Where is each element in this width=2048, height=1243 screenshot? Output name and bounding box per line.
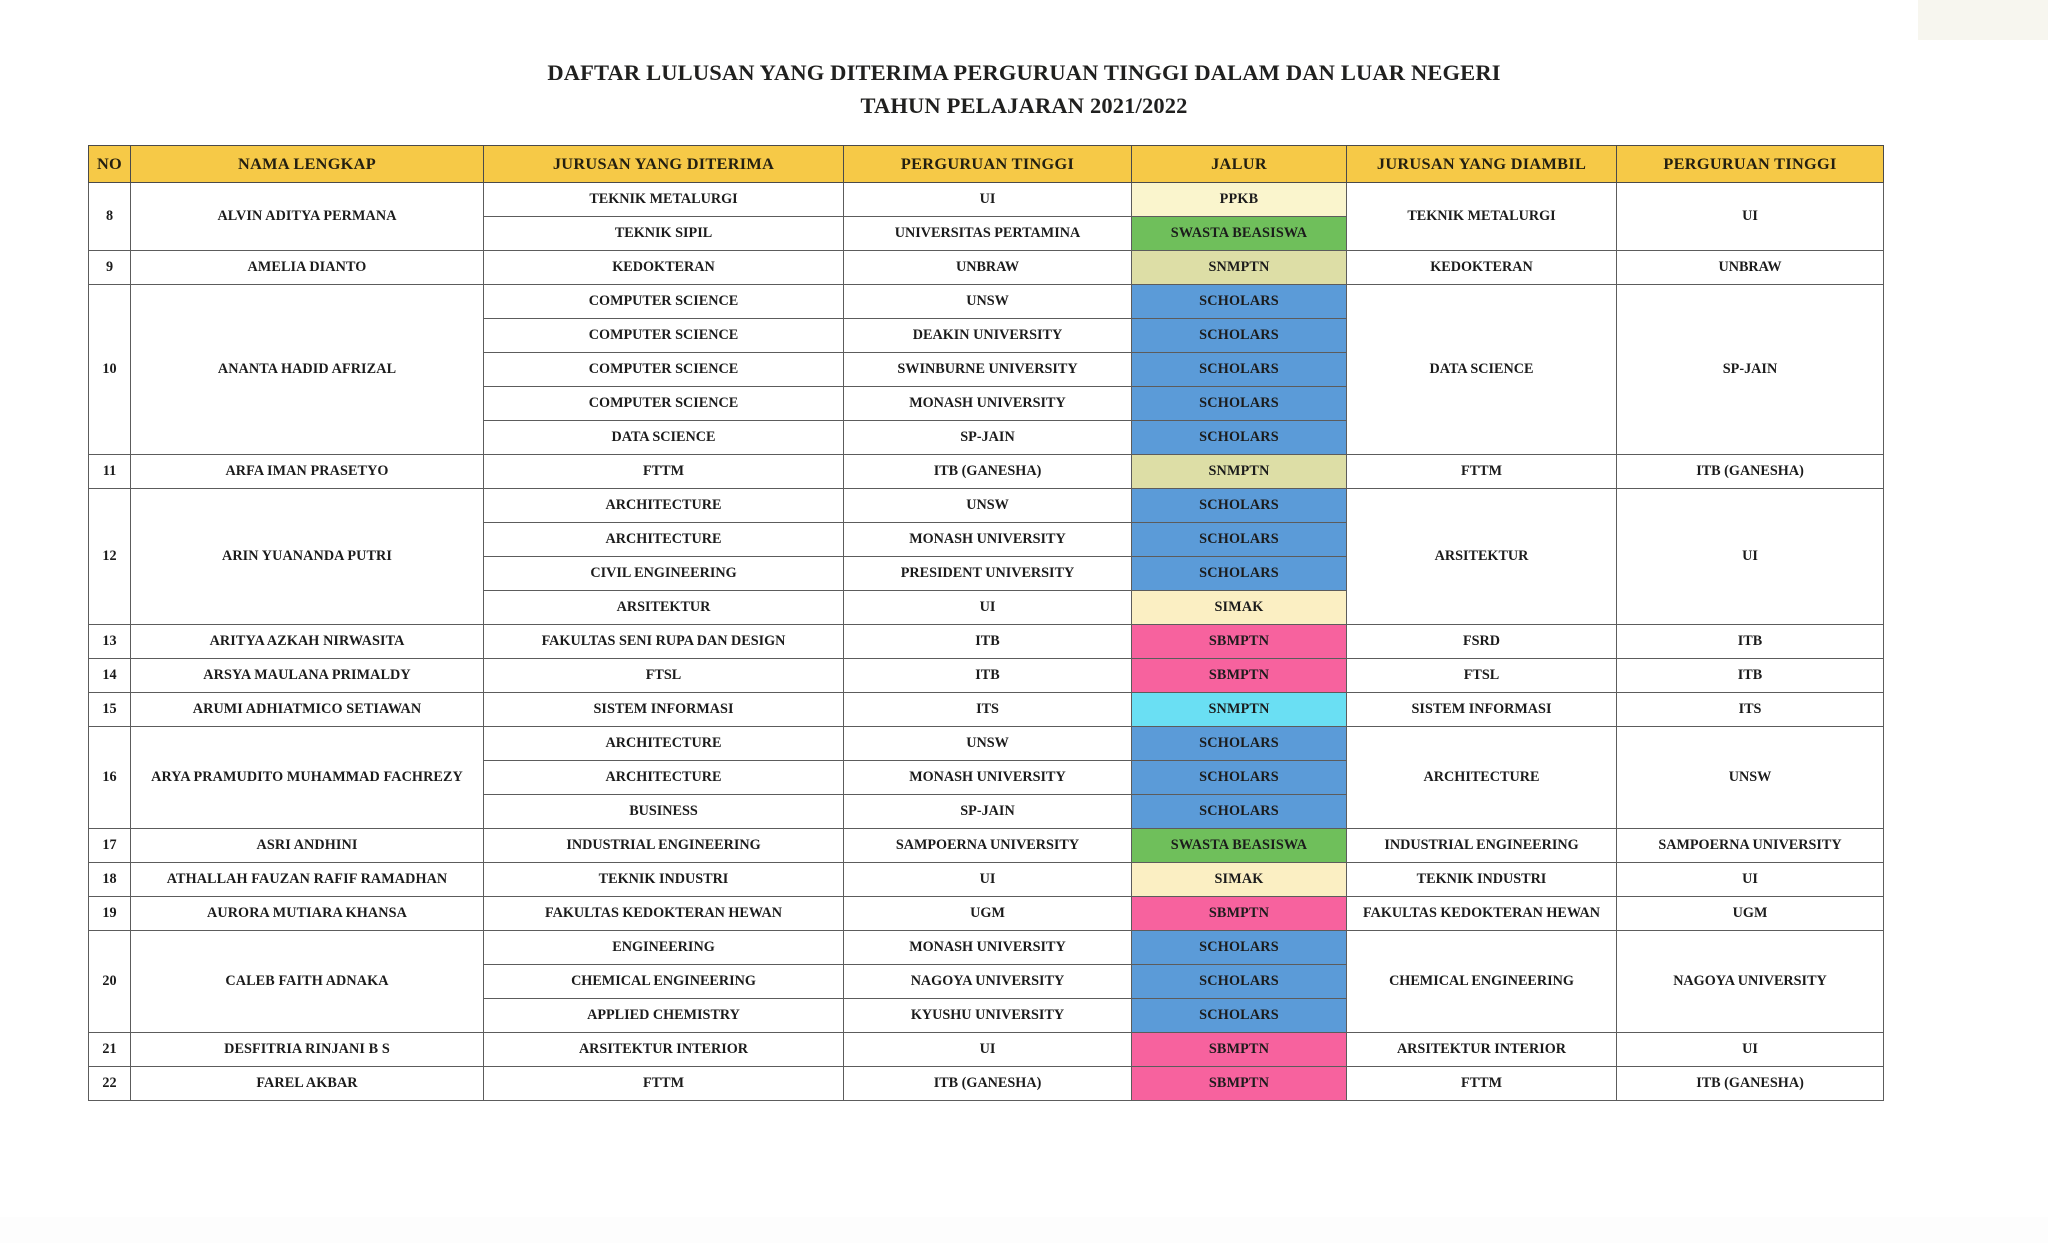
offer-major: COMPUTER SCIENCE	[484, 387, 844, 421]
offer-major: FAKULTAS SENI RUPA DAN DESIGN	[484, 625, 844, 659]
offer-university: UNSW	[844, 489, 1132, 523]
offer-major: CIVIL ENGINEERING	[484, 557, 844, 591]
offer-major: INDUSTRIAL ENGINEERING	[484, 829, 844, 863]
column-header-jurusan-diterima: JURUSAN YANG DITERIMA	[484, 146, 844, 183]
offer-university: SP-JAIN	[844, 795, 1132, 829]
admission-path-badge: SCHOLARS	[1132, 387, 1347, 421]
row-number: 21	[89, 1033, 131, 1067]
offer-major: COMPUTER SCIENCE	[484, 353, 844, 387]
chosen-university: UI	[1617, 183, 1884, 251]
student-name: ARIN YUANANDA PUTRI	[131, 489, 484, 625]
student-name: DESFITRIA RINJANI B S	[131, 1033, 484, 1067]
admission-path-badge: SCHOLARS	[1132, 795, 1347, 829]
admission-path-badge: PPKB	[1132, 183, 1347, 217]
student-name: ARUMI ADHIATMICO SETIAWAN	[131, 693, 484, 727]
offer-university: MONASH UNIVERSITY	[844, 931, 1132, 965]
column-header-jurusan-diambil: JURUSAN YANG DIAMBIL	[1347, 146, 1617, 183]
admission-path-badge: SIMAK	[1132, 863, 1347, 897]
student-name: ARSYA MAULANA PRIMALDY	[131, 659, 484, 693]
chosen-university: ITB (GANESHA)	[1617, 1067, 1884, 1101]
offer-major: DATA SCIENCE	[484, 421, 844, 455]
column-header-jalur: JALUR	[1132, 146, 1347, 183]
chosen-university: SAMPOERNA UNIVERSITY	[1617, 829, 1884, 863]
student-name: AURORA MUTIARA KHANSA	[131, 897, 484, 931]
row-number: 14	[89, 659, 131, 693]
row-number: 16	[89, 727, 131, 829]
offer-major: ARSITEKTUR INTERIOR	[484, 1033, 844, 1067]
chosen-university: ITB	[1617, 625, 1884, 659]
offer-university: UNIVERSITAS PERTAMINA	[844, 217, 1132, 251]
admission-path-badge: SCHOLARS	[1132, 421, 1347, 455]
chosen-major: SISTEM INFORMASI	[1347, 693, 1617, 727]
student-name: ASRI ANDHINI	[131, 829, 484, 863]
row-number: 10	[89, 285, 131, 455]
admission-path-badge: SBMPTN	[1132, 625, 1347, 659]
table-row	[89, 455, 1884, 489]
admission-path-badge: SNMPTN	[1132, 251, 1347, 285]
student-name: ARYA PRAMUDITO MUHAMMAD FACHREZY	[131, 727, 484, 829]
table-row	[89, 489, 1884, 523]
chosen-university: ITB	[1617, 659, 1884, 693]
table-row	[89, 693, 1884, 727]
admission-path-badge: SWASTA BEASISWA	[1132, 217, 1347, 251]
column-header-nama: NAMA LENGKAP	[131, 146, 484, 183]
offer-university: MONASH UNIVERSITY	[844, 387, 1132, 421]
student-name: ALVIN ADITYA PERMANA	[131, 183, 484, 251]
table-row	[89, 183, 1884, 217]
chosen-university: UI	[1617, 863, 1884, 897]
offer-major: BUSINESS	[484, 795, 844, 829]
offer-university: ITS	[844, 693, 1132, 727]
row-number: 22	[89, 1067, 131, 1101]
student-name: ANANTA HADID AFRIZAL	[131, 285, 484, 455]
offer-university: NAGOYA UNIVERSITY	[844, 965, 1132, 999]
table-row	[89, 625, 1884, 659]
admission-path-badge: SBMPTN	[1132, 1067, 1347, 1101]
admission-path-badge: SCHOLARS	[1132, 489, 1347, 523]
row-number: 18	[89, 863, 131, 897]
offer-university: PRESIDENT UNIVERSITY	[844, 557, 1132, 591]
chosen-major: FTTM	[1347, 1067, 1617, 1101]
student-name: FAREL AKBAR	[131, 1067, 484, 1101]
row-number: 11	[89, 455, 131, 489]
chosen-university: UI	[1617, 1033, 1884, 1067]
offer-major: FTTM	[484, 1067, 844, 1101]
column-header-perguruan-tinggi-diambil: PERGURUAN TINGGI	[1617, 146, 1884, 183]
offer-university: SWINBURNE UNIVERSITY	[844, 353, 1132, 387]
title-block	[0, 58, 2048, 120]
chosen-university: ITS	[1617, 693, 1884, 727]
offer-university: UNSW	[844, 727, 1132, 761]
admission-path-badge: SCHOLARS	[1132, 353, 1347, 387]
offer-university: DEAKIN UNIVERSITY	[844, 319, 1132, 353]
offer-major: ARCHITECTURE	[484, 489, 844, 523]
admission-path-badge: SBMPTN	[1132, 659, 1347, 693]
offer-university: SAMPOERNA UNIVERSITY	[844, 829, 1132, 863]
offer-university: SP-JAIN	[844, 421, 1132, 455]
student-name: ARITYA AZKAH NIRWASITA	[131, 625, 484, 659]
table-body	[89, 183, 1884, 1101]
student-name: ATHALLAH FAUZAN RAFIF RAMADHAN	[131, 863, 484, 897]
table-row	[89, 659, 1884, 693]
offer-major: COMPUTER SCIENCE	[484, 285, 844, 319]
admission-path-badge: SIMAK	[1132, 591, 1347, 625]
table-row	[89, 1033, 1884, 1067]
scan-artifact-right	[1918, 0, 2048, 40]
offer-university: ITB (GANESHA)	[844, 455, 1132, 489]
offer-university: UGM	[844, 897, 1132, 931]
chosen-university: UI	[1617, 489, 1884, 625]
table-row	[89, 863, 1884, 897]
student-name: AMELIA DIANTO	[131, 251, 484, 285]
student-name: ARFA IMAN PRASETYO	[131, 455, 484, 489]
offer-major: ARCHITECTURE	[484, 727, 844, 761]
chosen-major: DATA SCIENCE	[1347, 285, 1617, 455]
table-row	[89, 897, 1884, 931]
offer-university: KYUSHU UNIVERSITY	[844, 999, 1132, 1033]
scan-artifact-bottom	[0, 1217, 2048, 1243]
chosen-major: FSRD	[1347, 625, 1617, 659]
offer-university: MONASH UNIVERSITY	[844, 761, 1132, 795]
offer-major: ENGINEERING	[484, 931, 844, 965]
offer-major: TEKNIK INDUSTRI	[484, 863, 844, 897]
table-row	[89, 251, 1884, 285]
admission-path-badge: SCHOLARS	[1132, 727, 1347, 761]
offer-major: FTSL	[484, 659, 844, 693]
offer-university: UI	[844, 1033, 1132, 1067]
offer-major: TEKNIK SIPIL	[484, 217, 844, 251]
chosen-major: ARSITEKTUR	[1347, 489, 1617, 625]
admission-path-badge: SCHOLARS	[1132, 761, 1347, 795]
chosen-major: CHEMICAL ENGINEERING	[1347, 931, 1617, 1033]
offer-university: ITB (GANESHA)	[844, 1067, 1132, 1101]
admission-path-badge: SCHOLARS	[1132, 285, 1347, 319]
offer-major: FTTM	[484, 455, 844, 489]
offer-university: MONASH UNIVERSITY	[844, 523, 1132, 557]
row-number: 9	[89, 251, 131, 285]
document-subtitle: TAHUN PELAJARAN 2021/2022	[860, 92, 1188, 118]
admission-path-badge: SWASTA BEASISWA	[1132, 829, 1347, 863]
admission-path-badge: SCHOLARS	[1132, 319, 1347, 353]
offer-major: FAKULTAS KEDOKTERAN HEWAN	[484, 897, 844, 931]
chosen-major: FAKULTAS KEDOKTERAN HEWAN	[1347, 897, 1617, 931]
offer-university: UNBRAW	[844, 251, 1132, 285]
offer-university: ITB	[844, 659, 1132, 693]
offer-university: UI	[844, 863, 1132, 897]
chosen-major: TEKNIK METALURGI	[1347, 183, 1617, 251]
chosen-major: TEKNIK INDUSTRI	[1347, 863, 1617, 897]
admission-path-badge: SNMPTN	[1132, 693, 1347, 727]
table-row	[89, 727, 1884, 761]
chosen-major: ARSITEKTUR INTERIOR	[1347, 1033, 1617, 1067]
offer-major: COMPUTER SCIENCE	[484, 319, 844, 353]
offer-major: ARCHITECTURE	[484, 523, 844, 557]
admission-path-badge: SCHOLARS	[1132, 999, 1347, 1033]
chosen-major: FTTM	[1347, 455, 1617, 489]
row-number: 8	[89, 183, 131, 251]
row-number: 19	[89, 897, 131, 931]
table-header-row	[89, 146, 1884, 183]
table-row	[89, 1067, 1884, 1101]
row-number: 12	[89, 489, 131, 625]
student-name: CALEB FAITH ADNAKA	[131, 931, 484, 1033]
chosen-university: NAGOYA UNIVERSITY	[1617, 931, 1884, 1033]
offer-major: APPLIED CHEMISTRY	[484, 999, 844, 1033]
offer-major: CHEMICAL ENGINEERING	[484, 965, 844, 999]
admission-path-badge: SBMPTN	[1132, 897, 1347, 931]
table-row	[89, 829, 1884, 863]
offer-major: TEKNIK METALURGI	[484, 183, 844, 217]
table-row	[89, 285, 1884, 319]
admission-path-badge: SCHOLARS	[1132, 523, 1347, 557]
admission-path-badge: SCHOLARS	[1132, 557, 1347, 591]
chosen-major: INDUSTRIAL ENGINEERING	[1347, 829, 1617, 863]
offer-major: SISTEM INFORMASI	[484, 693, 844, 727]
column-header-no: NO	[89, 146, 131, 183]
row-number: 15	[89, 693, 131, 727]
row-number: 17	[89, 829, 131, 863]
chosen-university: SP-JAIN	[1617, 285, 1884, 455]
offer-major: KEDOKTERAN	[484, 251, 844, 285]
chosen-university: UNBRAW	[1617, 251, 1884, 285]
chosen-major: ARCHITECTURE	[1347, 727, 1617, 829]
admission-path-badge: SBMPTN	[1132, 1033, 1347, 1067]
chosen-major: FTSL	[1347, 659, 1617, 693]
offer-university: UI	[844, 591, 1132, 625]
admission-path-badge: SCHOLARS	[1132, 931, 1347, 965]
chosen-university: UNSW	[1617, 727, 1884, 829]
row-number: 20	[89, 931, 131, 1033]
row-number: 13	[89, 625, 131, 659]
admission-path-badge: SCHOLARS	[1132, 965, 1347, 999]
table-row	[89, 931, 1884, 965]
offer-major: ARCHITECTURE	[484, 761, 844, 795]
offer-university: ITB	[844, 625, 1132, 659]
column-header-perguruan-tinggi-diterima: PERGURUAN TINGGI	[844, 146, 1132, 183]
document-title: DAFTAR LULUSAN YANG DITERIMA PERGURUAN TINGGI DALAM DAN LUAR NEGERI	[547, 60, 1501, 85]
chosen-major: KEDOKTERAN	[1347, 251, 1617, 285]
graduates-table	[88, 145, 1884, 1101]
offer-university: UI	[844, 183, 1132, 217]
chosen-university: ITB (GANESHA)	[1617, 455, 1884, 489]
offer-university: UNSW	[844, 285, 1132, 319]
admission-path-badge: SNMPTN	[1132, 455, 1347, 489]
offer-major: ARSITEKTUR	[484, 591, 844, 625]
chosen-university: UGM	[1617, 897, 1884, 931]
